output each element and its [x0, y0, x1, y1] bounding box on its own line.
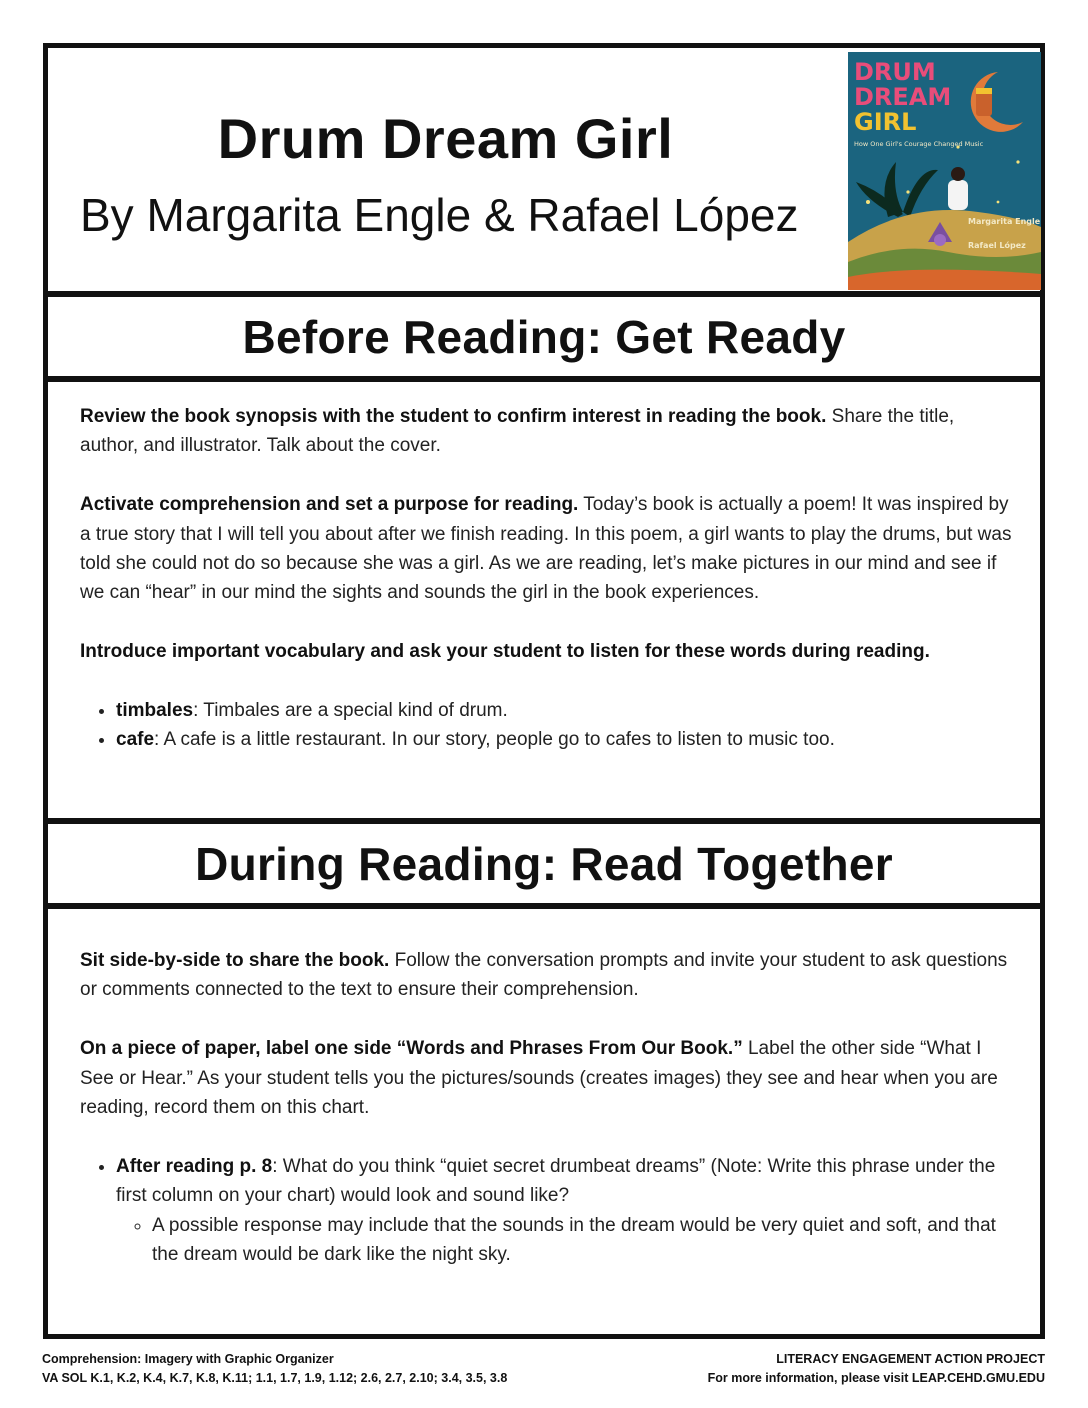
prompt-list: [80, 1152, 1015, 1270]
list-item: [116, 725, 1015, 754]
cover-title-line-1: DRUM: [854, 58, 936, 86]
footer-skill: Comprehension: Imagery with Graphic Organizer: [42, 1352, 334, 1366]
cover-illustrator: Rafael López: [968, 241, 1026, 250]
list-item: ◦ A possible response may include that the sounds in the dream would be very quiet and soft, and that the dream would be dark like the night sky.: [152, 1211, 1015, 1270]
cover-title-line-2: DREAM: [854, 83, 952, 111]
divider: [48, 376, 1040, 382]
response-list: [116, 1211, 1015, 1270]
before-reading-heading: Before Reading: Get Ready: [242, 311, 846, 363]
footer-standards: VA SOL K.1, K.2, K.4, K.7, K.8, K.11; 1.1, 1.7, 1.9, 1.12; 2.6, 2.7, 2.10; 3.4, 3.5, 3.8: [42, 1371, 508, 1385]
prompt-label: After reading p. 8: [116, 1155, 273, 1177]
footer-project: LITERACY ENGAGEMENT ACTION PROJECT: [776, 1352, 1045, 1366]
purpose-instruction: Activate comprehension and set a purpose for reading.: [80, 494, 579, 516]
vocab-term: cafe: [116, 729, 155, 751]
chart-instruction: On a piece of paper, label one side “Words and Phrases From Our Book.”: [80, 1038, 743, 1060]
synopsis-paragraph: [80, 402, 1015, 461]
book-title: Drum Dream Girl: [217, 107, 674, 170]
vocabulary-instruction-text: Introduce important vocabulary and ask your student to listen for these words during reading.: [80, 641, 930, 663]
chart-paragraph: [80, 1034, 1015, 1122]
cover-title-line-3: GIRL: [854, 108, 917, 136]
footer-left: [42, 1350, 507, 1388]
divider: [48, 291, 1040, 297]
list-item: [116, 1152, 1015, 1270]
vocabulary-instruction: [80, 637, 1015, 666]
synopsis-instruction: Review the book synopsis with the student to confirm interest in reading the book.: [80, 406, 827, 427]
vocab-definition: : A cafe is a little restaurant. In our story, people go to cafes to listen to music too.: [154, 729, 835, 751]
chart-text: Label the other side “What I See or Hear.” As your student tells you the pictures/sounds (creates images) they see and hear when you are reading, record them on this chart.: [80, 1038, 998, 1119]
purpose-paragraph: [80, 490, 1015, 608]
cover-subtitle: How One Girl's Courage Changed Music: [854, 140, 984, 148]
book-cover-image: [848, 52, 1041, 290]
side-by-side-paragraph: [80, 946, 1015, 1005]
divider: [48, 903, 1040, 909]
page-frame: [43, 43, 1045, 1339]
side-by-side-text: Follow the conversation prompts and invite your student to ask questions or comments connected to the text to ensure their comprehension.: [80, 950, 1008, 1001]
footer-right: [708, 1350, 1045, 1388]
vocab-term: timbales: [116, 700, 194, 722]
divider: [48, 818, 1040, 824]
footer-website: For more information, please visit LEAP.CEHD.GMU.EDU: [707, 1371, 1045, 1385]
vocabulary-list: [80, 696, 1015, 755]
title-block: [48, 48, 843, 294]
cover-author: Margarita Engle: [968, 217, 1041, 226]
during-reading-body: [80, 946, 1015, 1269]
side-by-side-instruction: Sit side-by-side to share the book.: [80, 950, 390, 971]
before-reading-body: [80, 402, 1015, 755]
during-reading-heading: During Reading: Read Together: [195, 838, 893, 890]
list-item: [116, 696, 1015, 725]
book-byline: By Margarita Engle & Rafael López: [80, 189, 799, 241]
book-cover-art: [848, 52, 1041, 290]
prompt-text: : What do you think “quiet secret drumbeat dreams” (Note: Write this phrase under the first column on your chart) would look and sound like?: [116, 1155, 996, 1207]
vocab-definition: : Timbales are a special kind of drum.: [193, 700, 508, 722]
synopsis-text: Share the title, author, and illustrator. Talk about the cover.: [80, 406, 955, 457]
purpose-text: Today’s book is actually a poem! It was inspired by a true story that I will tell you about after we finish reading. In this poem, a girl wants to play the drums, but was told she could not do so because she was a girl. As we are reading, let’s make pictures in our mind and see if we can “hear” in our mind the sights and sounds the girl in the book experiences.: [80, 494, 1012, 604]
